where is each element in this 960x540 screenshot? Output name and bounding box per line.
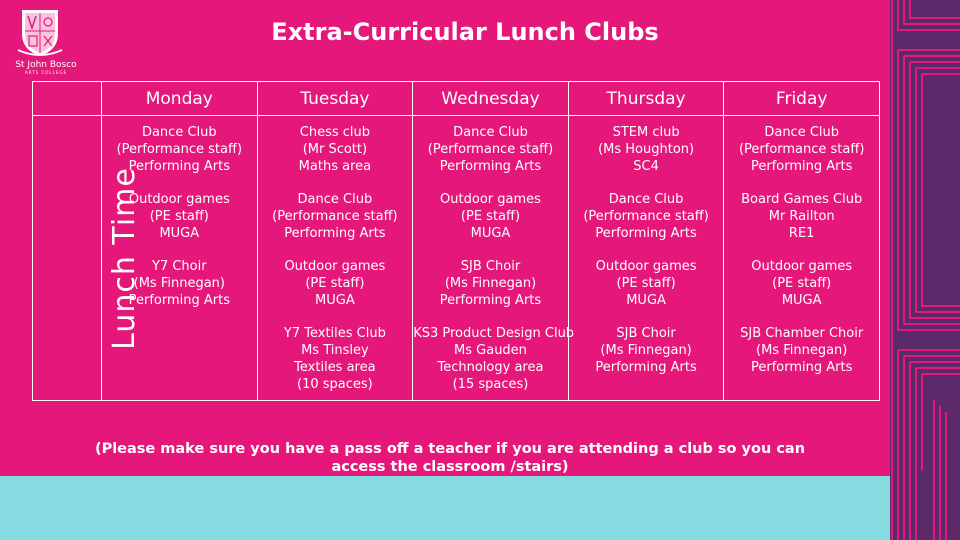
club-name: Board Games Club — [741, 192, 863, 207]
club-detail: MUGA — [781, 293, 822, 308]
club-entry — [569, 124, 724, 191]
club-entry — [413, 191, 568, 258]
club-detail: Performing Arts — [595, 226, 697, 241]
row-label: Lunch Time — [106, 166, 142, 350]
club-entry — [258, 124, 413, 191]
club-detail: (PE staff) — [616, 276, 676, 291]
club-detail: Performing Arts — [595, 360, 697, 375]
club-detail: (Ms Finnegan) — [133, 276, 225, 291]
club-detail: Performing Arts — [751, 159, 853, 174]
timetable — [32, 81, 880, 401]
school-subtitle: ARTS COLLEGE — [24, 70, 68, 75]
club-detail: (Performance staff) — [738, 142, 865, 157]
club-detail: Performing Arts — [439, 159, 542, 174]
access-note: (Please make sure you have a pass off a teacher if you are attending a club so you can access the classroom /stairs) — [94, 441, 806, 475]
club-detail: (PE staff) — [460, 209, 521, 224]
club-entry — [258, 191, 413, 258]
club-detail: (Ms Finnegan) — [756, 343, 848, 358]
club-entry — [258, 325, 413, 392]
club-name: SJB Choir — [616, 326, 676, 341]
club-detail: (Performance staff) — [427, 142, 554, 157]
club-detail: (PE staff) — [305, 276, 365, 291]
club-detail: (Mr Scott) — [302, 142, 368, 157]
club-detail: Textiles area — [294, 360, 376, 375]
club-detail: Technology area — [437, 360, 544, 375]
club-name: Outdoor games — [751, 259, 853, 274]
club-entry — [724, 124, 879, 191]
club-name: SJB Chamber Choir — [740, 326, 864, 341]
club-detail: Performing Arts — [439, 293, 542, 308]
day-header-wednesday: Wednesday — [413, 82, 569, 116]
club-name: Dance Club — [608, 192, 684, 207]
day-header-friday: Friday — [724, 82, 880, 116]
club-detail: (Ms Finnegan) — [444, 276, 537, 291]
club-detail: SC4 — [633, 159, 659, 174]
club-name: Outdoor games — [128, 192, 230, 207]
club-detail: MUGA — [159, 226, 200, 241]
club-detail: Mr Railton — [768, 209, 835, 224]
club-name: KS3 Product Design Club — [413, 326, 575, 341]
page-title: Extra-Curricular Lunch Clubs — [271, 18, 659, 46]
club-entry — [724, 191, 879, 258]
club-detail: Maths area — [298, 159, 372, 174]
day-header-monday: Monday — [102, 82, 258, 116]
day-header-tuesday: Tuesday — [257, 82, 413, 116]
club-detail: (10 spaces) — [297, 377, 373, 392]
club-name: Outdoor games — [284, 259, 386, 274]
club-entry — [724, 258, 879, 325]
lunch-row — [33, 116, 880, 401]
club-name: SJB Choir — [460, 259, 521, 274]
day-header-thursday: Thursday — [568, 82, 724, 116]
club-detail: MUGA — [315, 293, 355, 308]
club-name: Outdoor games — [595, 259, 697, 274]
club-detail: (Performance staff) — [272, 209, 398, 224]
club-detail: MUGA — [626, 293, 666, 308]
header-row — [33, 82, 880, 116]
club-detail: Ms Tinsley — [301, 343, 369, 358]
day-column-thursday — [568, 116, 724, 401]
club-entry — [413, 325, 575, 392]
club-name: Chess club — [299, 125, 371, 140]
corner-cell — [33, 82, 102, 116]
club-entry — [569, 258, 724, 325]
school-logo — [6, 4, 77, 75]
club-entry — [258, 258, 413, 325]
row-label-cell — [33, 116, 142, 401]
club-detail: Ms Gauden — [454, 343, 527, 358]
club-entry — [413, 124, 568, 191]
club-name: STEM club — [612, 125, 680, 140]
club-detail: (PE staff) — [149, 209, 209, 224]
club-detail: (Performance staff) — [116, 142, 243, 157]
club-detail: RE1 — [788, 226, 815, 241]
day-column-friday — [724, 116, 880, 401]
school-name: St John Bosco — [15, 60, 77, 70]
club-detail: (Ms Houghton) — [598, 142, 695, 157]
club-entry — [569, 191, 724, 258]
club-name: Outdoor games — [440, 192, 541, 207]
day-column-tuesday — [257, 116, 413, 401]
club-detail: (Performance staff) — [583, 209, 709, 224]
club-detail: (15 spaces) — [452, 377, 529, 392]
club-entry — [413, 258, 568, 325]
club-entry — [569, 325, 724, 392]
decorative-stripe-panel — [890, 0, 960, 540]
club-detail: MUGA — [470, 226, 511, 241]
club-detail: Performing Arts — [128, 159, 230, 174]
day-column-wednesday — [413, 116, 575, 401]
club-name: Y7 Textiles Club — [283, 326, 386, 341]
club-detail: Performing Arts — [284, 226, 386, 241]
crest-icon — [6, 4, 74, 60]
club-detail: (PE staff) — [772, 276, 832, 291]
club-name: Dance Club — [141, 125, 217, 140]
club-name: Dance Club — [764, 125, 840, 140]
club-detail: Performing Arts — [128, 293, 230, 308]
club-name: Y7 Choir — [152, 259, 207, 274]
club-entry — [724, 325, 879, 392]
club-detail: Performing Arts — [751, 360, 853, 375]
club-name: Dance Club — [453, 125, 528, 140]
club-detail: (Ms Finnegan) — [600, 343, 692, 358]
club-name: Dance Club — [297, 192, 373, 207]
bottom-band — [0, 476, 890, 540]
